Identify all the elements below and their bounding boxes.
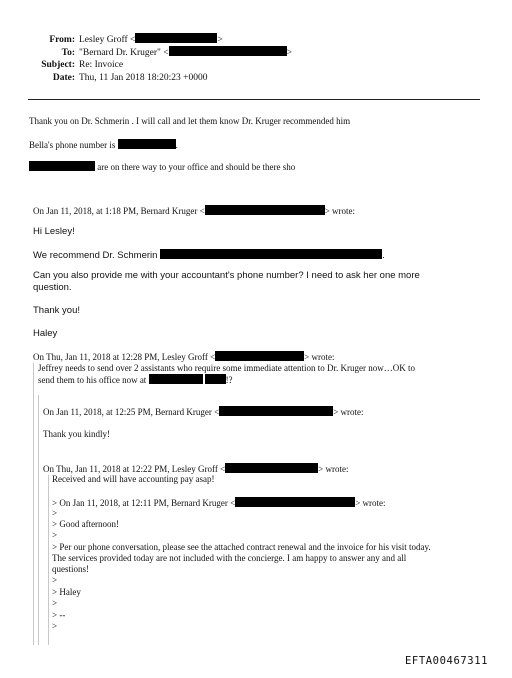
quote5-attribution-end: > wrote: [355, 498, 386, 508]
redaction [160, 249, 382, 259]
quote5-attribution-start: > On Jan 11, 2018, at 12:11 PM, Bernard Kruger < [52, 498, 236, 508]
redaction [149, 374, 203, 384]
header-divider [28, 99, 480, 100]
quote5-gt-5: > [52, 621, 58, 631]
to-label: To: [61, 48, 75, 58]
redaction [135, 33, 217, 43]
quote2-text-b-end: !? [225, 375, 233, 385]
subject-value: Re: Invoice [79, 60, 124, 70]
quote5-gt-3: > [52, 575, 58, 585]
redaction [118, 139, 176, 149]
quote2-text-b-start: send them to his office now at [38, 375, 147, 385]
to-value: "Bernard Dr. Kruger" < [79, 48, 169, 58]
quote1-attribution-start: On Jan 11, 2018, at 1:18 PM, Bernard Kruger < [33, 206, 205, 216]
quote2-attribution [33, 351, 334, 363]
quote-bar [33, 363, 34, 645]
quote5-per-c: questions! [52, 564, 89, 574]
redaction [225, 463, 318, 473]
quote3-text: Thank you kindly! [43, 429, 110, 439]
quote3-attribution-start: On Jan 11, 2018, at 12:25 PM, Bernard Kruger < [43, 407, 220, 417]
body-line-2-text: Bella's phone number is [29, 140, 116, 150]
quote5-per-b: The services provided today are not included with the concierge. I am happy to answer any and all [52, 553, 407, 563]
quote4-text: Received and will have accounting pay asap! [52, 474, 215, 484]
from-end: > [217, 35, 223, 45]
quote1-recommend-end: . [382, 250, 385, 261]
body-line-2-end: . [175, 140, 178, 150]
quote1-attribution-end: > wrote: [324, 206, 356, 216]
redaction [205, 205, 325, 215]
document-id: EFTA00467311 [405, 655, 489, 667]
quote3-attribution-end: > wrote: [333, 407, 364, 417]
quote1-attribution [33, 205, 355, 217]
quote2-attribution-start: On Thu, Jan 11, 2018 at 12:28 PM, Lesley Groff < [33, 352, 216, 362]
quote1-question: Can you also provide me with your accountant's phone number? I need to ask her one more question. [33, 270, 420, 293]
quote-bar [38, 395, 39, 645]
quote3-attribution [43, 406, 364, 418]
redaction [29, 161, 95, 171]
quote1-greeting: Hi Lesley! [33, 226, 75, 237]
redaction [219, 406, 333, 416]
quote-bar [48, 475, 49, 645]
quote5-gt-2: > [52, 530, 58, 540]
redaction [205, 374, 226, 384]
date-label: Date: [52, 73, 75, 83]
quote5-afternoon: > Good afternoon! [52, 519, 120, 529]
quote5-gt-1: > [52, 508, 58, 518]
redaction [215, 351, 304, 361]
quote2-text-a: Jeffrey needs to send over 2 assistants who require some immediate attention to Dr. Kruger now…OK to [38, 363, 415, 373]
redaction [169, 46, 287, 56]
to-end: > [286, 48, 292, 58]
body-line-1: Thank you on Dr. Schmerin . I will call and let them know Dr. Kruger recommended him [29, 116, 351, 126]
body-line-2 [29, 139, 178, 151]
from-row [0, 33, 223, 46]
quote2-text-b [38, 374, 233, 386]
subject-label: Subject: [41, 60, 75, 70]
redaction [235, 497, 355, 507]
quote1-recommend-text: We recommend Dr. Schmerin [33, 250, 158, 261]
quote5-per-a: > Per our phone conversation, please see the attached contract renewal and the invoice for his visit today. [52, 542, 431, 552]
quote5-haley: > Haley [52, 587, 81, 597]
quote5-attribution [52, 497, 386, 509]
quote1-sign: Haley [33, 328, 58, 339]
to-row [0, 46, 292, 59]
quote1-thanks: Thank you! [33, 305, 80, 316]
quote5-gt-4: > [52, 598, 58, 608]
date-row [0, 72, 208, 84]
quote2-attribution-end: > wrote: [304, 352, 335, 362]
body-line-3 [29, 161, 295, 173]
from-label: From: [49, 35, 75, 45]
body-line-3-text: are on there way to your office and should be there sho [97, 162, 296, 172]
from-value: Lesley Groff < [79, 35, 136, 45]
subject-row [0, 59, 123, 71]
quote1-recommend [33, 249, 385, 262]
quote4-attribution-end: > wrote: [318, 464, 349, 474]
quote5-dash: > -- [52, 610, 66, 620]
quote4-attribution-start: On Thu, Jan 11, 2018 at 12:22 PM, Lesley Groff < [43, 464, 226, 474]
date-value: Thu, 11 Jan 2018 18:20:23 +0000 [79, 73, 208, 83]
